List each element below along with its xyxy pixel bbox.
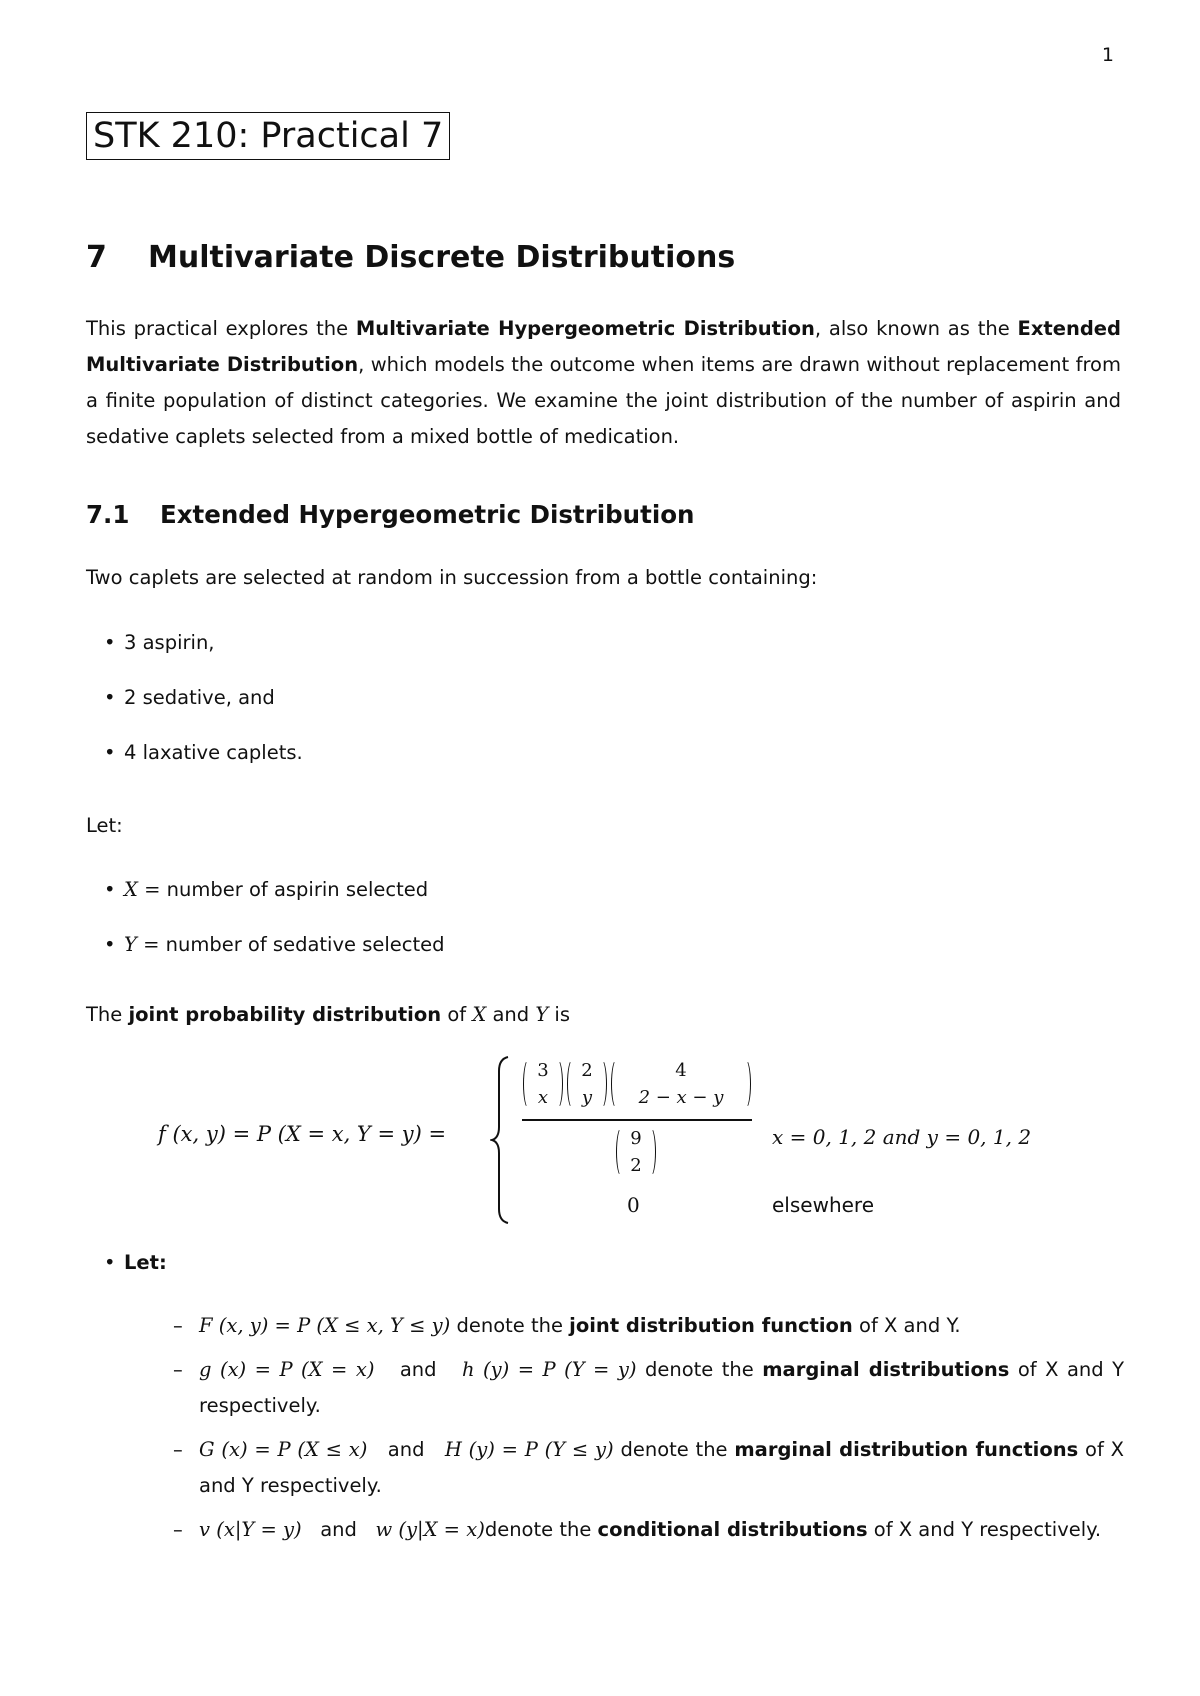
formula-lhs: f (x, y) = P (X = x, Y = y) = bbox=[158, 1122, 447, 1146]
def-formula: w (y|X = x) bbox=[375, 1518, 485, 1541]
variable-desc: number of aspirin selected bbox=[166, 878, 429, 901]
def-text: of X and Y. bbox=[852, 1314, 961, 1337]
binom-4-rest bbox=[613, 1057, 749, 1111]
binom-top: 4 bbox=[675, 1060, 687, 1081]
joint-and: and bbox=[486, 1003, 536, 1026]
def-text: denote the bbox=[484, 1518, 598, 1541]
def-and: and bbox=[367, 1438, 445, 1461]
subsection-number: 7.1 bbox=[86, 500, 130, 529]
joint-bold: joint probability distribution bbox=[128, 1003, 442, 1026]
definition-item bbox=[199, 1308, 1124, 1344]
definitions-label: • Let: bbox=[124, 1245, 1124, 1281]
definition-item bbox=[199, 1512, 1124, 1548]
variable-symbol: Y bbox=[124, 933, 137, 956]
joint-text-3: is bbox=[548, 1003, 570, 1026]
binom-top: 2 bbox=[581, 1060, 593, 1081]
case-zero: 0 bbox=[627, 1193, 640, 1217]
intro-paragraph bbox=[86, 311, 1121, 455]
definitions-list bbox=[124, 1245, 1124, 1548]
intro-text-3: , which models the outcome when items are drawn without replacement from a finite population of distinct categories. We examine the joint distribution of the number of aspirin and sedative caplets selected from a mixed bottle of medication. bbox=[86, 353, 1121, 448]
section-heading bbox=[86, 240, 735, 275]
page-number: 1 bbox=[1101, 44, 1114, 66]
joint-y: Y bbox=[535, 1003, 549, 1026]
def-formula: g (x) = P (X = x) bbox=[199, 1358, 375, 1381]
bottle-item: • 2 sedative, and bbox=[124, 680, 275, 716]
joint-text-1: The bbox=[86, 1003, 129, 1026]
case-condition: x = 0, 1, 2 and y = 0, 1, 2 bbox=[772, 1125, 1032, 1149]
intro-text-2: , also known as the bbox=[814, 317, 1018, 340]
case-elsewhere: elsewhere bbox=[772, 1193, 875, 1217]
def-term: conditional distributions bbox=[597, 1518, 868, 1541]
variable-desc: number of sedative selected bbox=[165, 933, 445, 956]
def-text: of X and Y respectively. bbox=[867, 1518, 1102, 1541]
def-formula: F (x, y) = P (X ≤ x, Y ≤ y) bbox=[199, 1314, 451, 1337]
variable-item bbox=[124, 872, 428, 908]
page-title: STK 210: Practical 7 bbox=[86, 112, 450, 160]
binom-bottom: y bbox=[581, 1087, 593, 1108]
intro-text-1: This practical explores the bbox=[86, 317, 356, 340]
bottle-item: • 3 aspirin, bbox=[124, 625, 215, 661]
formula-numerator bbox=[525, 1057, 750, 1113]
joint-x: X bbox=[472, 1003, 487, 1026]
variable-equals: = bbox=[136, 933, 166, 956]
definition-item bbox=[199, 1352, 1124, 1424]
def-term: marginal distributions bbox=[762, 1358, 1010, 1381]
def-and: and bbox=[374, 1358, 462, 1381]
left-brace bbox=[490, 1055, 512, 1225]
def-text: denote the bbox=[636, 1358, 763, 1381]
joint-text-2: of bbox=[441, 1003, 473, 1026]
def-text: of X and Y respectively. bbox=[199, 1358, 1125, 1417]
section-title: Multivariate Discrete Distributions bbox=[148, 240, 736, 275]
bottle-item: • 4 laxative caplets. bbox=[124, 735, 303, 771]
variable-item bbox=[124, 927, 445, 963]
variable-symbol: X bbox=[124, 878, 138, 901]
binom-bottom: x bbox=[537, 1087, 549, 1108]
intro-bold-1: Multivariate Hypergeometric Distribution bbox=[355, 317, 815, 340]
def-formula: H (y) = P (Y ≤ y) bbox=[444, 1438, 614, 1461]
def-term: marginal distribution functions bbox=[734, 1438, 1079, 1461]
def-formula: G (x) = P (X ≤ x) bbox=[199, 1438, 368, 1461]
variable-equals: = bbox=[137, 878, 167, 901]
binom-3-x bbox=[525, 1057, 561, 1111]
def-text: denote the bbox=[450, 1314, 570, 1337]
binom-top: 9 bbox=[630, 1128, 642, 1149]
binom-bottom: 2 − x − y bbox=[638, 1087, 724, 1108]
setup-paragraph: Two caplets are selected at random in succession from a bottle containing: bbox=[86, 566, 818, 589]
def-text: of X and Y respectively. bbox=[199, 1438, 1124, 1497]
subsection-heading bbox=[86, 500, 695, 529]
joint-pmf-formula bbox=[0, 1055, 1200, 1225]
def-formula: h (y) = P (Y = y) bbox=[461, 1358, 637, 1381]
binom-2-y bbox=[569, 1057, 605, 1111]
def-formula: v (x|Y = y) bbox=[199, 1518, 302, 1541]
section-number: 7 bbox=[86, 240, 107, 275]
binom-bottom: 2 bbox=[630, 1155, 642, 1176]
def-and: and bbox=[301, 1518, 376, 1541]
binom-9-2 bbox=[618, 1125, 654, 1179]
def-text: denote the bbox=[613, 1438, 735, 1461]
def-term: joint distribution function bbox=[569, 1314, 853, 1337]
fraction-bar bbox=[522, 1119, 752, 1121]
intro-bold-2: Extended Multivariate Distribution bbox=[86, 317, 1121, 376]
binom-top: 3 bbox=[537, 1060, 549, 1081]
subsection-title: Extended Hypergeometric Distribution bbox=[160, 500, 695, 529]
definition-item bbox=[199, 1432, 1124, 1504]
let-label: Let: bbox=[86, 814, 123, 837]
joint-paragraph bbox=[86, 997, 1121, 1033]
